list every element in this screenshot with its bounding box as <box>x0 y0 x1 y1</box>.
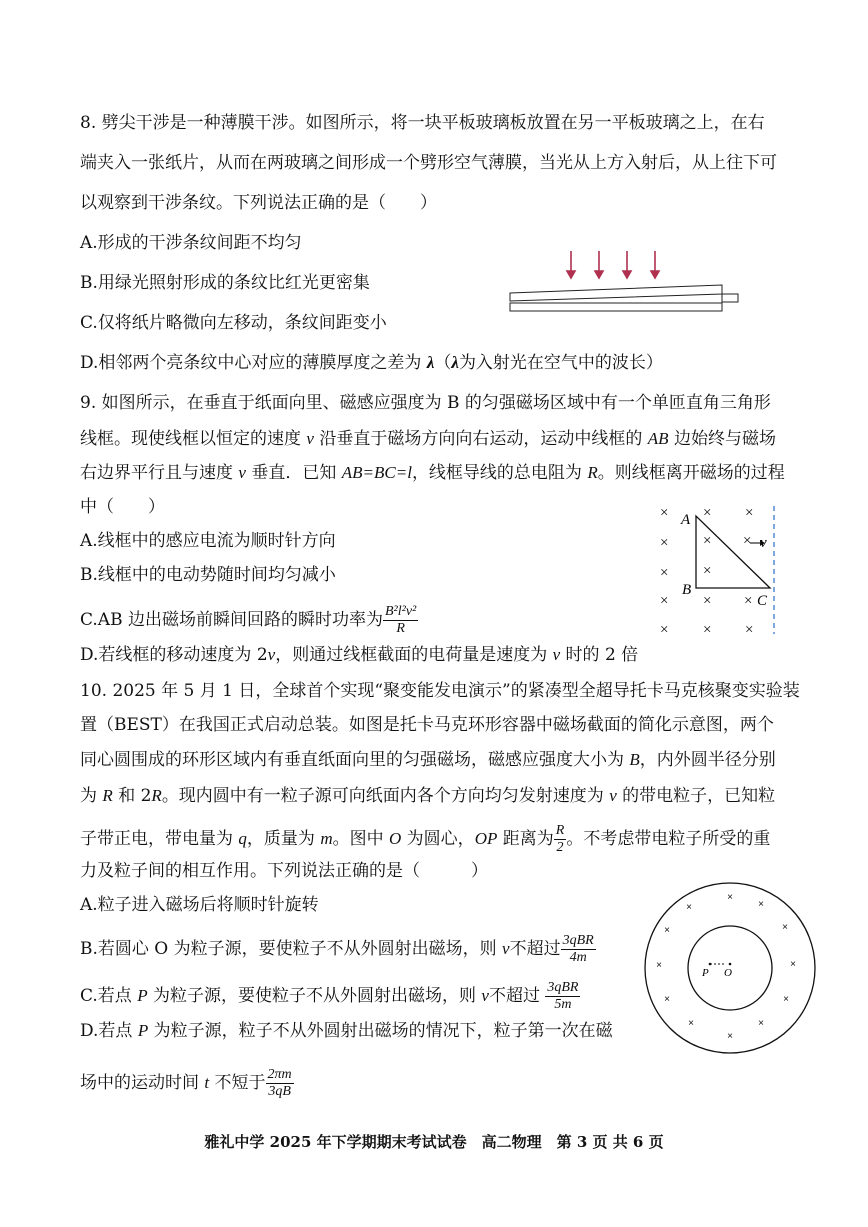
q8-option-b: B.用绿光照射形成的条纹比红光更密集 <box>80 273 370 293</box>
q9-field-figure <box>650 500 790 640</box>
svg-text:×: × <box>686 902 692 913</box>
q8-wedge-figure <box>505 245 745 320</box>
q10-stem-line5: 子带正电，带电量为 q，质量为 m。图中 O 为圆心，OP 距离为 $\frac{R}{2}$ 。不考虑带电粒子所受的重 <box>80 823 771 855</box>
q10-stem-line6: 力及粒子间的相互作用。下列说法正确的是（ ） <box>80 861 488 881</box>
q10-d-fraction: $\frac{2\pi m}{3qB}$ <box>267 1067 292 1099</box>
field-cross: × <box>703 563 712 579</box>
point-o <box>729 963 732 966</box>
field-cross: × <box>660 593 669 609</box>
page-footer: 雅礼中学 2025 年下学期期末考试试卷 高二物理 第 3 页 共 6 页 <box>204 1133 664 1151</box>
q10-option-a: A.粒子进入磁场后将顺时针旋转 <box>80 895 319 915</box>
svg-text:×: × <box>664 994 670 1005</box>
label-b: B <box>682 582 692 598</box>
field-cross: × <box>703 622 712 638</box>
q9-power-fraction: $\frac{\text{B²l²v²}}{R}$ <box>384 604 417 636</box>
svg-text:×: × <box>782 922 788 933</box>
svg-text:×: × <box>727 1031 733 1042</box>
q10-option-b: B.若圆心 O 为粒子源，要使粒子不从外圆射出磁场，则 v不超过 $\frac{\text{3qBR}}{4m}$ <box>80 933 594 965</box>
q10-stem-line4: 为 R 和 2R。现内圆中有一粒子源可向纸面内各个方向均匀发射速度为 v 的带电粒子，已知粒 <box>80 786 776 806</box>
field-crosses <box>660 505 753 638</box>
q10-stem-line2: 置（BEST）在我国正式启动总装。如图是托卡马克环形容器中磁场截面的简化示意图，两个 <box>80 715 774 735</box>
svg-text:×: × <box>664 925 670 936</box>
label-c: C <box>757 593 768 609</box>
label-v: v <box>760 535 767 551</box>
svg-text:×: × <box>758 899 764 910</box>
q8-stem-line3: 以观察到干涉条纹。下列说法正确的是（ ） <box>80 193 437 213</box>
field-cross: × <box>660 565 669 581</box>
q8-stem-line2: 端夹入一张纸片，从而在两玻璃之间形成一个劈形空气薄膜，当光从上方入射后，从上往下可 <box>80 153 777 173</box>
q10-b-fraction: $\frac{\text{3qBR}}{4m}$ <box>562 933 594 965</box>
q8-option-d: D.相邻两个亮条纹中心对应的薄膜厚度之差为 λ（λ为入射光在空气中的波长） <box>80 353 663 373</box>
q10-option-c: C.若点 P 为粒子源，要使粒子不从外圆射出磁场，则 v不超过 $\frac{\text{3qBR}}{5m}$ <box>80 980 579 1012</box>
q8-option-c: C.仅将纸片略微向左移动，条纹间距变小 <box>80 313 387 333</box>
q10-option-d-line1: D.若点 P 为粒子源，粒子不从外圆射出磁场的情况下，粒子第一次在磁 <box>80 1021 613 1041</box>
q10-stem-line3: 同心圆围成的环形区域内有垂直纸面向里的匀强磁场，磁感应强度大小为 B，内外圆半径分别 <box>80 750 776 770</box>
svg-text:×: × <box>758 1018 764 1029</box>
q10-option-d-line2: 场中的运动时间 t 不短于 $\frac{2\pi m}{3qB}$ <box>80 1067 292 1099</box>
q9-stem-line2: 线框。现使线框以恒定的速度 v 沿垂直于磁场方向向右运动，运动中线框的 AB 边始终与磁场 <box>80 429 776 449</box>
field-cross: × <box>660 622 669 638</box>
label-p: P <box>702 967 709 979</box>
q9-stem-line3: 右边界平行且与速度 v 垂直．已知 AB=BC=l，线框导线的总电阻为 R。则线框离开磁场的过程 <box>80 463 785 483</box>
q9-stem-line4: 中（ ） <box>80 497 165 517</box>
field-cross: × <box>703 505 712 521</box>
field-cross: × <box>744 593 753 609</box>
field-cross: × <box>703 533 712 549</box>
q9-option-c: C.AB 边出磁场前瞬间回路的瞬时功率为 $\frac{\text{B²l²v²}}{R}$ <box>80 604 417 636</box>
svg-text:×: × <box>783 994 789 1005</box>
q9-option-a: A.线框中的感应电流为顺时针方向 <box>80 531 336 551</box>
field-cross: × <box>660 535 669 551</box>
q8-stem-line1: 8. 劈尖干涉是一种薄膜干涉。如图所示，将一块平板玻璃板放置在另一平板玻璃之上，在右 <box>80 113 765 133</box>
field-cross: × <box>743 533 752 549</box>
q10-stem-line1: 10. 2025 年 5 月 1 日，全球首个实现“聚变能发电演示”的紧凑型全超导托卡马克核聚变实验装 <box>80 681 800 701</box>
field-cross: × <box>745 505 754 521</box>
q9-option-d: D.若线框的移动速度为 2v，则通过线框截面的电荷量是速度为 v 时的 2 倍 <box>80 645 639 665</box>
field-cross: × <box>703 593 712 609</box>
label-a: A <box>681 512 691 528</box>
field-cross: × <box>660 505 669 521</box>
field-cross: × <box>745 622 754 638</box>
q9-stem-line1: 9. 如图所示，在垂直于纸面向里、磁感应强度为 B 的匀强磁场区域中有一个单匝直角三角形 <box>80 393 771 413</box>
q9-option-b: B.线框中的电动势随时间均匀减小 <box>80 565 336 585</box>
svg-text:×: × <box>790 959 796 970</box>
q10-tokamak-figure <box>640 878 820 1058</box>
svg-text:×: × <box>656 960 662 971</box>
q10-op-fraction: $\frac{R}{2}$ <box>555 823 565 855</box>
svg-text:×: × <box>688 1018 694 1029</box>
label-o: O <box>724 967 732 979</box>
svg-text:×: × <box>727 892 733 903</box>
q10-c-fraction: $\frac{\text{3qBR}}{5m}$ <box>547 980 579 1012</box>
q8-option-a: A.形成的干涉条纹间距不均匀 <box>80 233 302 253</box>
